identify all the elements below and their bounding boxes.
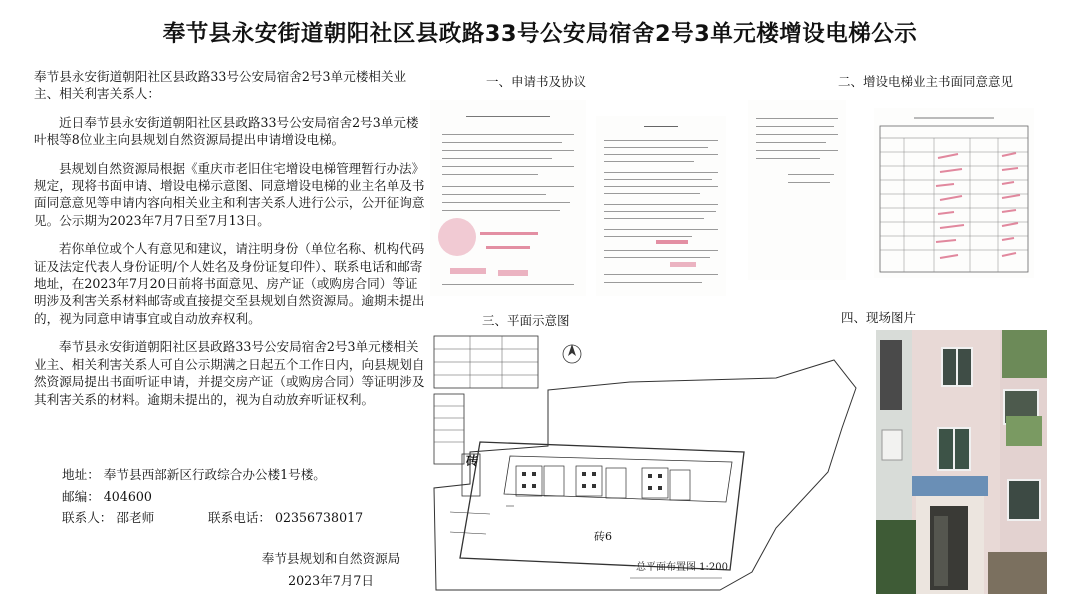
notice-date: 2023年7月7日 <box>288 573 374 588</box>
plan-label-left: 砖 <box>466 454 479 468</box>
notice-body <box>34 68 426 419</box>
section-consent-heading: 二、增设电梯业主书面同意意见 <box>838 74 1014 89</box>
consent-table-grid <box>874 108 1034 278</box>
plan-drawing-title: 总平面布置图 1:200 <box>636 562 728 573</box>
application-form-image <box>430 100 586 296</box>
cover-letter-image <box>748 100 846 280</box>
notice-paragraph-1: 近日奉节县永安街道朝阳社区县政路33号公安局宿舍2号3单元楼叶根等8位业主向县规划自然资源局提出申请增设电梯。 <box>34 114 419 148</box>
notice-issuer: 奉节县规划和自然资源局 <box>261 551 401 566</box>
notice-contact-person: 联系人： 邵老师 <box>62 510 155 525</box>
notice-address: 地址： 奉节县西部新区行政综合办公楼1号楼。 <box>62 467 326 482</box>
plan-label-center: 砖6 <box>594 530 612 543</box>
notice-paragraph-2: 县规划自然资源局根据《重庆市老旧住宅增设电梯管理暂行办法》规定，现将书面申请、增设电梯示意图、同意增设电梯的业主名单及书面同意意见等申请内容向相关业主和利害关系人进行公示，公开征询意见。公示期为2023年7月7日至7月13日。 <box>34 160 425 228</box>
section-plan-heading: 三、平面示意图 <box>482 313 570 328</box>
notice-paragraph-3: 若你单位或个人有意见和建议，请注明身份（单位名称、机构代码证及法定代表人身份证明/个人姓名及身份证复印件）、联系电话和邮寄地址，在2023年7月20日前将书面意见、房产证（或购房合同）等证明涉及利害关系材料邮寄或直接提交至县规划自然资源局。逾期未提出的，视为同意申请事宜或自动放弃权利。 <box>34 241 425 326</box>
site-photo <box>876 330 1047 594</box>
consent-table-image <box>874 108 1034 278</box>
notice-postcode: 邮编： 404600 <box>62 489 152 504</box>
notice-paragraph-4: 奉节县永安街道朝阳社区县政路33号公安局宿舍2号3单元楼相关业主、相关利害关系人可自公示期满之日起五个工作日内，向县规划自然资源局提出书面听证申请，并提交房产证（或购房合同）等证明涉及其利害关系的材料。逾期未提出的，视为自动放弃听证权利。 <box>34 339 425 407</box>
page-title: 奉节县永安街道朝阳社区县政路33号公安局宿舍2号3单元楼增设电梯公示 <box>162 21 918 47</box>
agreement-image <box>596 116 726 296</box>
notice-phone: 联系电话： 02356738017 <box>208 510 364 525</box>
notice-addressee: 奉节县永安街道朝阳社区县政路33号公安局宿舍2号3单元楼相关业主、相关利害关系人： <box>34 69 407 102</box>
site-plan-image <box>430 332 862 594</box>
section-application-heading: 一、申请书及协议 <box>486 74 587 89</box>
section-photo-heading: 四、现场图片 <box>841 310 917 325</box>
building-illustration <box>876 330 1047 594</box>
site-plan-drawing <box>430 332 862 594</box>
